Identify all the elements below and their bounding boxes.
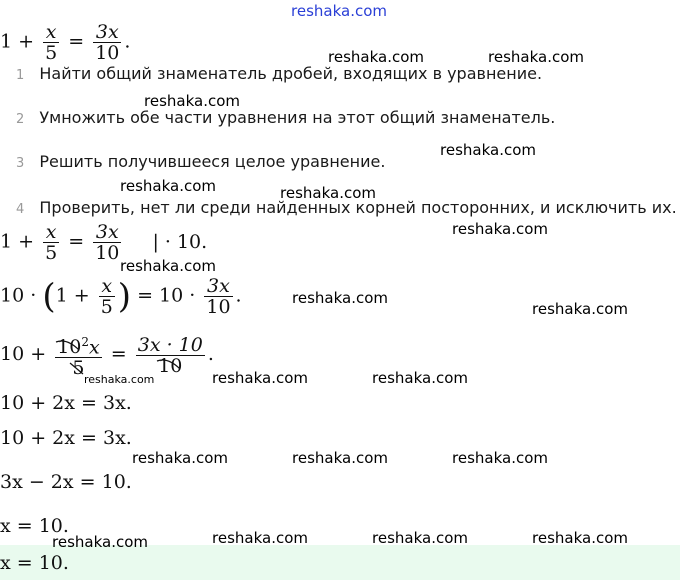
line1-multiplier: | · 10. [152,230,208,253]
step-2-text: Умножить обе части уравнения на этот общий знаменатель. [39,108,556,127]
line3-den-5-struck [72,357,84,379]
line1-den-10: 10 [95,242,120,264]
equation-header [0,21,131,64]
step-4-number: 4 [16,202,25,217]
line1-equals: = [68,230,85,253]
line1-num-3x: 3x [95,221,119,243]
watermark: reshaka.com [120,257,216,275]
watermark: reshaka.com [372,529,468,547]
answer-text: x = 10. [0,552,69,574]
equation-line-7: x = 10. [0,515,69,537]
line3-num-x: x [89,336,100,359]
watermark: reshaka.com [328,48,424,66]
line2-dot: . [235,284,242,307]
watermark: reshaka.com [292,289,388,307]
watermark: reshaka.com [52,533,148,551]
watermark: reshaka.com [488,48,584,66]
line2-open-paren: ( [42,276,56,317]
step-1-text: Найти общий знаменатель дробей, входящих в уравнение. [39,64,543,83]
watermark: reshaka.com [212,369,308,387]
eq-header-den-5: 5 [45,42,58,64]
equation-line-5: 10 + 2x = 3x. [0,427,132,449]
watermark: reshaka.com [120,177,216,195]
line1-one-plus: 1 + [0,230,35,253]
watermark: reshaka.com [144,92,240,110]
watermark: reshaka.com [212,529,308,547]
line3-frac-left [55,332,102,378]
line2-den-10: 10 [206,296,231,318]
step-4-text: Проверить, нет ли среди найденных корней посторонних, и исключить их. [39,198,677,217]
watermark-top: reshaka.com [291,2,387,20]
equation-line-6: 3x − 2x = 10. [0,471,132,493]
line3-num-10: 10 [57,336,82,359]
line2-frac-3x10 [204,276,232,317]
watermark: reshaka.com [532,300,628,318]
line3-sup-2: 2 [81,335,90,349]
line2-one-plus: 1 + [55,284,90,307]
line3-frac-right [136,335,205,376]
step-3-number: 3 [16,156,25,171]
watermark: reshaka.com [280,184,376,202]
watermark: reshaka.com [372,369,468,387]
equation-line-2 [0,276,242,317]
watermark: reshaka.com [132,449,228,467]
equation-line-4: 10 + 2x = 3x. [0,392,132,414]
strike-mark [69,360,85,376]
line2-ten-dot: 10 · [0,284,37,307]
line3-dot: . [207,343,214,366]
step-3 [16,152,385,171]
line2-den-5: 5 [100,296,113,318]
equation-line-3 [0,332,214,378]
line3-ten-plus: 10 + [0,343,47,366]
line1-frac-x5 [43,222,59,263]
watermark: reshaka.com [452,220,548,238]
step-2-number: 2 [16,112,25,127]
line1-den-5: 5 [45,242,58,264]
strike-mark [55,338,81,354]
eq-header-frac-right [93,22,121,63]
step-3-text: Решить получившееся целое уравнение. [39,152,386,171]
line3-den-10: 10 [158,354,183,377]
line3-num-right: 3x · 10 [137,333,203,356]
eq-header-den-10: 10 [95,42,120,64]
watermark: reshaka.com [440,141,536,159]
line3-den-5: 5 [72,357,85,380]
line3-equals: = [110,343,127,366]
watermark-small: reshaka.com [84,373,155,386]
watermark: reshaka.com [452,449,548,467]
line2-num-x: x [101,275,113,297]
line3-num-10-struck [57,336,81,358]
line2-equals-ten: = 10 · [137,284,196,307]
watermark: reshaka.com [532,529,628,547]
strike-mark [156,357,182,373]
step-1 [16,64,542,83]
eq-header-dot: . [124,30,131,53]
eq-header-one: 1 + [0,30,35,53]
step-2 [16,108,555,127]
eq-header-num-3x: 3x [95,21,119,43]
watermark: reshaka.com [292,449,388,467]
line2-frac-x5 [99,276,115,317]
step-1-number: 1 [16,68,25,83]
eq-header-num-x: x [45,21,57,43]
line2-close-paren: ) [117,276,132,317]
line1-num-x: x [45,221,57,243]
line1-frac-3x10 [93,222,121,263]
line2-num-3x: 3x [207,275,230,297]
eq-header-frac-left [43,22,59,63]
eq-header-equals: = [68,30,85,53]
line3-den-10-struck [158,355,182,377]
